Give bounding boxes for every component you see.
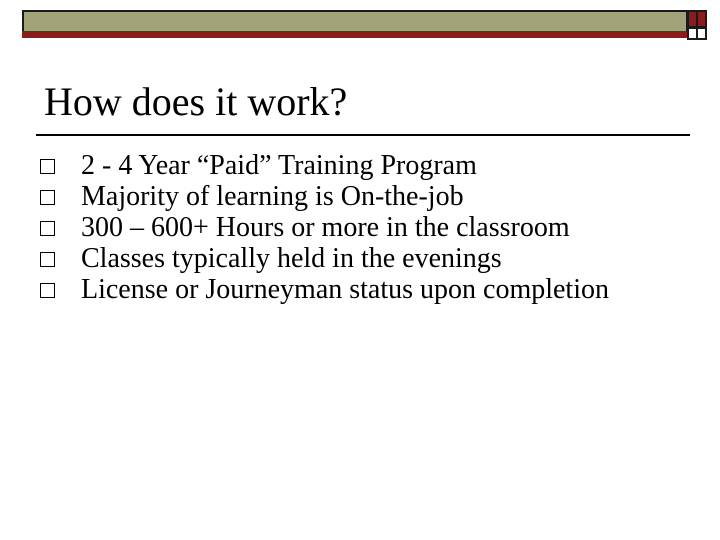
- hollow-square-bullet-icon: [40, 283, 55, 298]
- bullet-text: 2 - 4 Year “Paid” Training Program: [81, 150, 477, 181]
- slide-title: How does it work?: [44, 79, 348, 124]
- hollow-square-bullet-icon: [40, 252, 55, 267]
- hollow-square-bullet-icon: [40, 159, 55, 174]
- header-corner-divider: [696, 10, 698, 40]
- bullet-item: [40, 212, 680, 243]
- bullet-item: [40, 274, 680, 305]
- header-stripe: [22, 31, 688, 38]
- hollow-square-bullet-icon: [40, 190, 55, 205]
- bullet-text: 300 – 600+ Hours or more in the classroom: [81, 212, 570, 243]
- bullet-text: Majority of learning is On-the-job: [81, 181, 464, 212]
- hollow-square-bullet-icon: [40, 221, 55, 236]
- bullet-text: License or Journeyman status upon completion: [81, 274, 609, 305]
- title-rule: [36, 134, 690, 136]
- bullet-item: [40, 181, 680, 212]
- bullet-list: [40, 150, 680, 305]
- bullet-text: Classes typically held in the evenings: [81, 243, 502, 274]
- bullet-item: [40, 150, 680, 181]
- bullet-item: [40, 243, 680, 274]
